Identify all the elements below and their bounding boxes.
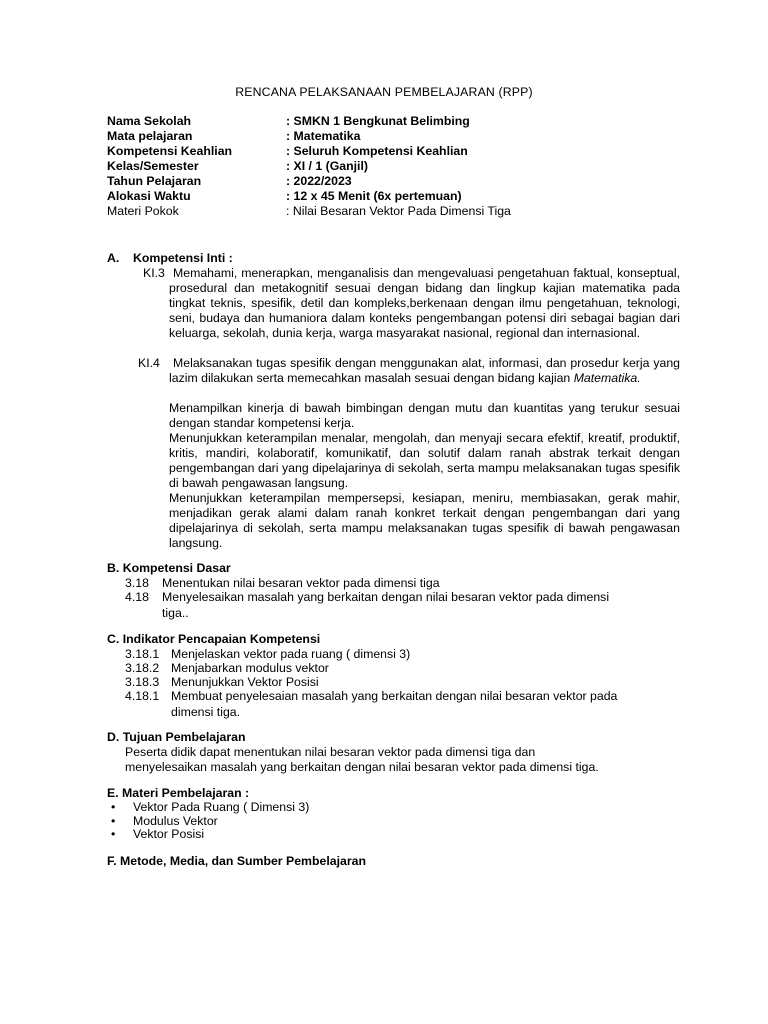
- material-text: Vektor Posisi: [133, 827, 205, 841]
- section-letter: A.: [107, 251, 120, 265]
- indicator-text: Menjabarkan modulus vektor: [171, 661, 329, 675]
- indicator-item: [125, 689, 617, 704]
- ki4-paragraph-3: Menunjukkan keterampilan menalar, mengolah, dan menyaji secara efektif, kreatif, produktif, kritis, mandiri, kolaboratif, komunikatif, dan solutif dalam ranah abstrak terkait dengan pengembangan dari yang dipelajarinya di sekolah, serta mampu melaksanakan tugas spesifik di bawah pengawasan langsung.: [169, 431, 680, 490]
- kd-number: 3.18: [125, 576, 149, 590]
- meta-key: Nama Sekolah: [107, 114, 192, 128]
- list-item: [107, 828, 309, 842]
- kd-continuation: tiga..: [162, 606, 189, 620]
- indicator-item: [125, 675, 617, 689]
- kd-text: Menentukan nilai besaran vektor pada dimensi tiga: [162, 576, 440, 590]
- list-item: [107, 801, 309, 815]
- document-title: RENCANA PELAKSANAAN PEMBELAJARAN (RPP): [235, 85, 533, 99]
- meta-row-subject: [107, 129, 511, 144]
- kd-item: [125, 590, 609, 605]
- kd-text: Menyelesaikan masalah yang berkaitan dengan nilai besaran vektor pada dimensi: [162, 590, 610, 604]
- ki4-paragraph-4: Menunjukkan keterampilan mempersepsi, kesiapan, meniru, membiasakan, gerak mahir, menjadikan gerak alami dalam ranah konkret terkait dengan pengembangan dari yang dipelajarinya di sekolah, serta mampu melaksanakan tugas spesifik di bawah pengawasan langsung.: [169, 491, 680, 550]
- meta-row-time: [107, 189, 511, 204]
- objective-text: [125, 745, 599, 775]
- section-d-heading: D. Tujuan Pembelajaran: [107, 730, 246, 744]
- section-title: Kompetensi Inti :: [133, 251, 233, 265]
- meta-row-class: [107, 159, 511, 174]
- ki4-paragraph-2: Menampilkan kinerja di bawah bimbingan dengan mutu dan kuantitas yang terukur sesuai dengan standar kompetensi kerja.: [169, 401, 680, 430]
- ki4-subject-italic: Matematika.: [573, 371, 641, 385]
- section-e-heading: E. Materi Pembelajaran :: [107, 786, 250, 800]
- indicator-number: 4.18.1: [125, 689, 160, 703]
- objective-line: menyelesaikan masalah yang berkaitan dengan nilai besaran vektor pada dimensi tiga.: [125, 760, 599, 774]
- indicator-item: [125, 647, 617, 661]
- meta-value: : SMKN 1 Bengkunat Belimbing: [286, 114, 470, 128]
- section-c-heading: C. Indikator Pencapaian Kompetensi: [107, 632, 321, 646]
- list-item: [107, 815, 309, 829]
- meta-key: Materi Pokok: [107, 204, 179, 218]
- identity-table: [107, 114, 511, 219]
- ki4-paragraph-1: [169, 356, 680, 386]
- meta-key: Kompetensi Keahlian: [107, 144, 233, 158]
- section-f-heading: F. Metode, Media, dan Sumber Pembelajaran: [107, 854, 366, 868]
- kd-number: 4.18: [125, 590, 149, 604]
- section-a-heading: [107, 251, 233, 265]
- indicator-continuation: dimensi tiga.: [171, 705, 241, 719]
- kd-item: [125, 576, 609, 590]
- ki4-text: Melaksanakan tugas spesifik dengan menggunakan alat, informasi, dan prosedur kerja yang lazim dilakukan serta memecahkan masalah sesuai dengan bidang kajian: [169, 356, 680, 385]
- indicator-number: 3.18.3: [125, 675, 160, 689]
- meta-value: : Seluruh Kompetensi Keahlian: [286, 144, 468, 158]
- material-text: Vektor Pada Ruang ( Dimensi 3): [133, 800, 310, 814]
- ki3-text: Memahami, menerapkan, menganalisis dan mengevaluasi pengetahuan faktual, konseptual, prosedural dan metakognitif sesuai dengan bidang dan lingkup kajian matematika pada tingkat teknis, spesifik, detil dan kompleks,berkenaan dengan ilmu pengetahuan, teknologi, seni, budaya dan humaniora dalam konteks pengembangan potensi diri sebagai bagian dari keluarga, sekolah, dunia kerja, warga masyarakat nasional, regional dan internasional.: [169, 266, 680, 340]
- ki3-label: KI.3: [143, 266, 165, 280]
- bullet-icon: •: [111, 813, 116, 828]
- indicator-number: 3.18.1: [125, 647, 160, 661]
- meta-key: Alokasi Waktu: [107, 189, 191, 203]
- indicator-number: 3.18.2: [125, 661, 160, 675]
- meta-value: : Matematika: [286, 129, 361, 143]
- meta-value: : XI / 1 (Ganjil): [286, 159, 368, 173]
- indicator-text: Membuat penyelesaian masalah yang berkaitan dengan nilai besaran vektor pada: [171, 689, 618, 703]
- meta-row-school: [107, 114, 511, 129]
- indicator-text: Menjelaskan vektor pada ruang ( dimensi 3): [171, 647, 411, 661]
- meta-key: Mata pelajaran: [107, 129, 193, 143]
- kd-list: [125, 576, 609, 621]
- meta-row-topic: [107, 204, 511, 219]
- indicator-list: [125, 647, 617, 721]
- meta-key: Kelas/Semester: [107, 159, 199, 173]
- meta-value: : 2022/2023: [286, 174, 352, 188]
- meta-key: Tahun Pelajaran: [107, 174, 202, 188]
- meta-value: : 12 x 45 Menit (6x pertemuan): [286, 189, 462, 203]
- ki4-label: KI.4: [138, 356, 160, 370]
- bullet-icon: •: [111, 800, 116, 814]
- bullet-icon: •: [111, 827, 116, 841]
- material-list: [107, 801, 309, 842]
- objective-line: Peserta didik dapat menentukan nilai besaran vektor pada dimensi tiga dan: [125, 745, 536, 759]
- meta-row-year: [107, 174, 511, 189]
- section-b-heading: B. Kompetensi Dasar: [107, 561, 231, 575]
- indicator-text: Menunjukkan Vektor Posisi: [171, 675, 319, 689]
- meta-value: : Nilai Besaran Vektor Pada Dimensi Tiga: [286, 204, 511, 218]
- indicator-item: [125, 661, 617, 675]
- material-text: Modulus Vektor: [133, 813, 218, 828]
- meta-row-competency: [107, 144, 511, 159]
